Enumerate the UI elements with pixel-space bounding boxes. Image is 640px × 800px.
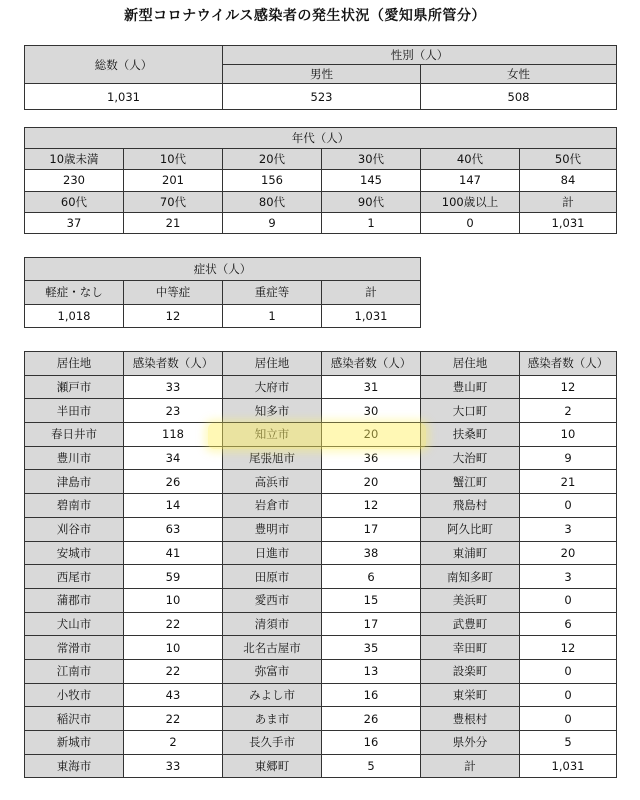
case-count: 5: [322, 754, 421, 778]
residence-name: 豊明市: [223, 517, 322, 541]
age-label: 計: [520, 191, 617, 212]
residence-table: [24, 351, 617, 778]
age-value: 0: [421, 212, 520, 233]
age-value: 145: [322, 170, 421, 191]
table-row: [25, 470, 617, 494]
residence-name: 稲沢市: [25, 707, 124, 731]
age-value: 1,031: [520, 212, 617, 233]
case-count: 13: [322, 659, 421, 683]
age-label: 50代: [520, 149, 617, 170]
case-count: 26: [124, 470, 223, 494]
age-value: 21: [124, 212, 223, 233]
residence-name: 大治町: [421, 446, 520, 470]
age-table: [24, 127, 617, 234]
case-count: 22: [124, 612, 223, 636]
male-value: 523: [223, 84, 421, 110]
age-value: 37: [25, 212, 124, 233]
age-value-row: [25, 170, 617, 191]
case-count: 10: [520, 423, 617, 447]
residence-name: 東栄町: [421, 683, 520, 707]
total-value: 1,031: [25, 84, 223, 110]
case-count: 16: [322, 683, 421, 707]
residence-name: 日進市: [223, 541, 322, 565]
case-count: 14: [124, 494, 223, 518]
table-row: [25, 399, 617, 423]
residence-name: 設楽町: [421, 659, 520, 683]
case-count: 6: [520, 612, 617, 636]
residence-name: 犬山市: [25, 612, 124, 636]
residence-name: みよし市: [223, 683, 322, 707]
age-value-row: [25, 212, 617, 233]
residence-name: 刈谷市: [25, 517, 124, 541]
age-value: 9: [223, 212, 322, 233]
table-row: [25, 659, 617, 683]
count-column-header: 感染者数（人）: [520, 352, 617, 376]
age-value: 201: [124, 170, 223, 191]
symptom-value: 1,031: [322, 304, 421, 327]
case-count: 17: [322, 517, 421, 541]
case-count: 10: [124, 636, 223, 660]
case-count: 118: [124, 423, 223, 447]
case-count: 1,031: [520, 754, 617, 778]
table-row: [25, 612, 617, 636]
table-row: [25, 446, 617, 470]
symptom-label: 計: [322, 281, 421, 304]
case-count: 26: [322, 707, 421, 731]
residence-column-header: 居住地: [25, 352, 124, 376]
table-row: [25, 754, 617, 778]
case-count: 21: [520, 470, 617, 494]
residence-name: 小牧市: [25, 683, 124, 707]
case-count: 5: [520, 731, 617, 755]
case-count: 2: [520, 399, 617, 423]
case-count: 59: [124, 565, 223, 589]
table-row: [25, 731, 617, 755]
table-row: [25, 375, 617, 399]
table-row: [25, 541, 617, 565]
age-header: 年代（人）: [25, 128, 617, 149]
residence-column-header: 居住地: [223, 352, 322, 376]
symptom-value: 1: [223, 304, 322, 327]
count-column-header: 感染者数（人）: [124, 352, 223, 376]
residence-name: 清須市: [223, 612, 322, 636]
case-count: 33: [124, 754, 223, 778]
age-label: 10代: [124, 149, 223, 170]
residence-name: 半田市: [25, 399, 124, 423]
symptom-header: 症状（人）: [25, 258, 421, 281]
residence-name: 津島市: [25, 470, 124, 494]
case-count: 9: [520, 446, 617, 470]
gender-header: 性別（人）: [223, 46, 617, 65]
residence-name: 北名古屋市: [223, 636, 322, 660]
age-label: 20代: [223, 149, 322, 170]
table-row: [25, 517, 617, 541]
case-count: 20: [520, 541, 617, 565]
case-count: 3: [520, 517, 617, 541]
residence-name: 武豊町: [421, 612, 520, 636]
age-value: 84: [520, 170, 617, 191]
symptom-label: 重症等: [223, 281, 322, 304]
residence-name: 蒲郡市: [25, 588, 124, 612]
residence-name: 安城市: [25, 541, 124, 565]
residence-name: 江南市: [25, 659, 124, 683]
case-count: 22: [124, 707, 223, 731]
case-count: 12: [520, 375, 617, 399]
age-label: 100歳以上: [421, 191, 520, 212]
residence-name: 高浜市: [223, 470, 322, 494]
residence-name: 阿久比町: [421, 517, 520, 541]
summary-table: [24, 45, 617, 110]
residence-name: 岩倉市: [223, 494, 322, 518]
residence-name: 新城市: [25, 731, 124, 755]
residence-name: 県外分: [421, 731, 520, 755]
residence-name: 美浜町: [421, 588, 520, 612]
case-count: 22: [124, 659, 223, 683]
age-label-row: [25, 191, 617, 212]
residence-name: 飛島村: [421, 494, 520, 518]
residence-name: 豊川市: [25, 446, 124, 470]
case-count: 2: [124, 731, 223, 755]
residence-name: 尾張旭市: [223, 446, 322, 470]
table-row: [25, 565, 617, 589]
residence-name: 春日井市: [25, 423, 124, 447]
residence-name: 大口町: [421, 399, 520, 423]
residence-name: 知多市: [223, 399, 322, 423]
age-value: 230: [25, 170, 124, 191]
case-count: 15: [322, 588, 421, 612]
age-label: 90代: [322, 191, 421, 212]
case-count: 33: [124, 375, 223, 399]
age-label: 80代: [223, 191, 322, 212]
residence-name: 南知多町: [421, 565, 520, 589]
residence-name: 東郷町: [223, 754, 322, 778]
symptom-table: [24, 257, 421, 328]
table-row: [25, 636, 617, 660]
case-count: 3: [520, 565, 617, 589]
case-count: 12: [520, 636, 617, 660]
symptom-value: 1,018: [25, 304, 124, 327]
case-count: 34: [124, 446, 223, 470]
table-row: [25, 494, 617, 518]
residence-name: 計: [421, 754, 520, 778]
table-row: [25, 683, 617, 707]
residence-name: 知立市: [223, 423, 322, 447]
age-label: 60代: [25, 191, 124, 212]
age-label-row: [25, 149, 617, 170]
table-row: [25, 423, 617, 447]
residence-name: あま市: [223, 707, 322, 731]
table-row: [25, 707, 617, 731]
age-value: 147: [421, 170, 520, 191]
case-count: 38: [322, 541, 421, 565]
case-count: 20: [322, 470, 421, 494]
case-count: 17: [322, 612, 421, 636]
residence-name: 田原市: [223, 565, 322, 589]
age-label: 70代: [124, 191, 223, 212]
age-label: 40代: [421, 149, 520, 170]
residence-name: 幸田町: [421, 636, 520, 660]
total-header: 総数（人）: [25, 46, 223, 84]
case-count: 43: [124, 683, 223, 707]
case-count: 36: [322, 446, 421, 470]
case-count: 30: [322, 399, 421, 423]
case-count: 20: [322, 423, 421, 447]
symptom-label: 軽症・なし: [25, 281, 124, 304]
residence-name: 愛西市: [223, 588, 322, 612]
residence-column-header: 居住地: [421, 352, 520, 376]
case-count: 16: [322, 731, 421, 755]
page-title: 新型コロナウイルス感染者の発生状況（愛知県所管分）: [124, 8, 486, 24]
case-count: 0: [520, 683, 617, 707]
residence-name: 豊根村: [421, 707, 520, 731]
case-count: 6: [322, 565, 421, 589]
residence-name: 西尾市: [25, 565, 124, 589]
case-count: 31: [322, 375, 421, 399]
age-label: 30代: [322, 149, 421, 170]
case-count: 0: [520, 494, 617, 518]
case-count: 63: [124, 517, 223, 541]
symptom-label: 中等症: [124, 281, 223, 304]
residence-name: 豊山町: [421, 375, 520, 399]
case-count: 35: [322, 636, 421, 660]
count-column-header: 感染者数（人）: [322, 352, 421, 376]
female-value: 508: [421, 84, 617, 110]
case-count: 0: [520, 588, 617, 612]
residence-name: 瀬戸市: [25, 375, 124, 399]
case-count: 12: [322, 494, 421, 518]
residence-name: 弥富市: [223, 659, 322, 683]
residence-name: 東海市: [25, 754, 124, 778]
age-label: 10歳未満: [25, 149, 124, 170]
case-count: 41: [124, 541, 223, 565]
symptom-value: 12: [124, 304, 223, 327]
residence-name: 大府市: [223, 375, 322, 399]
residence-name: 蟹江町: [421, 470, 520, 494]
case-count: 0: [520, 707, 617, 731]
case-count: 23: [124, 399, 223, 423]
table-row: [25, 588, 617, 612]
male-header: 男性: [223, 65, 421, 84]
female-header: 女性: [421, 65, 617, 84]
age-value: 156: [223, 170, 322, 191]
residence-name: 扶桑町: [421, 423, 520, 447]
residence-name: 碧南市: [25, 494, 124, 518]
age-value: 1: [322, 212, 421, 233]
case-count: 0: [520, 659, 617, 683]
residence-name: 常滑市: [25, 636, 124, 660]
residence-name: 長久手市: [223, 731, 322, 755]
residence-name: 東浦町: [421, 541, 520, 565]
case-count: 10: [124, 588, 223, 612]
